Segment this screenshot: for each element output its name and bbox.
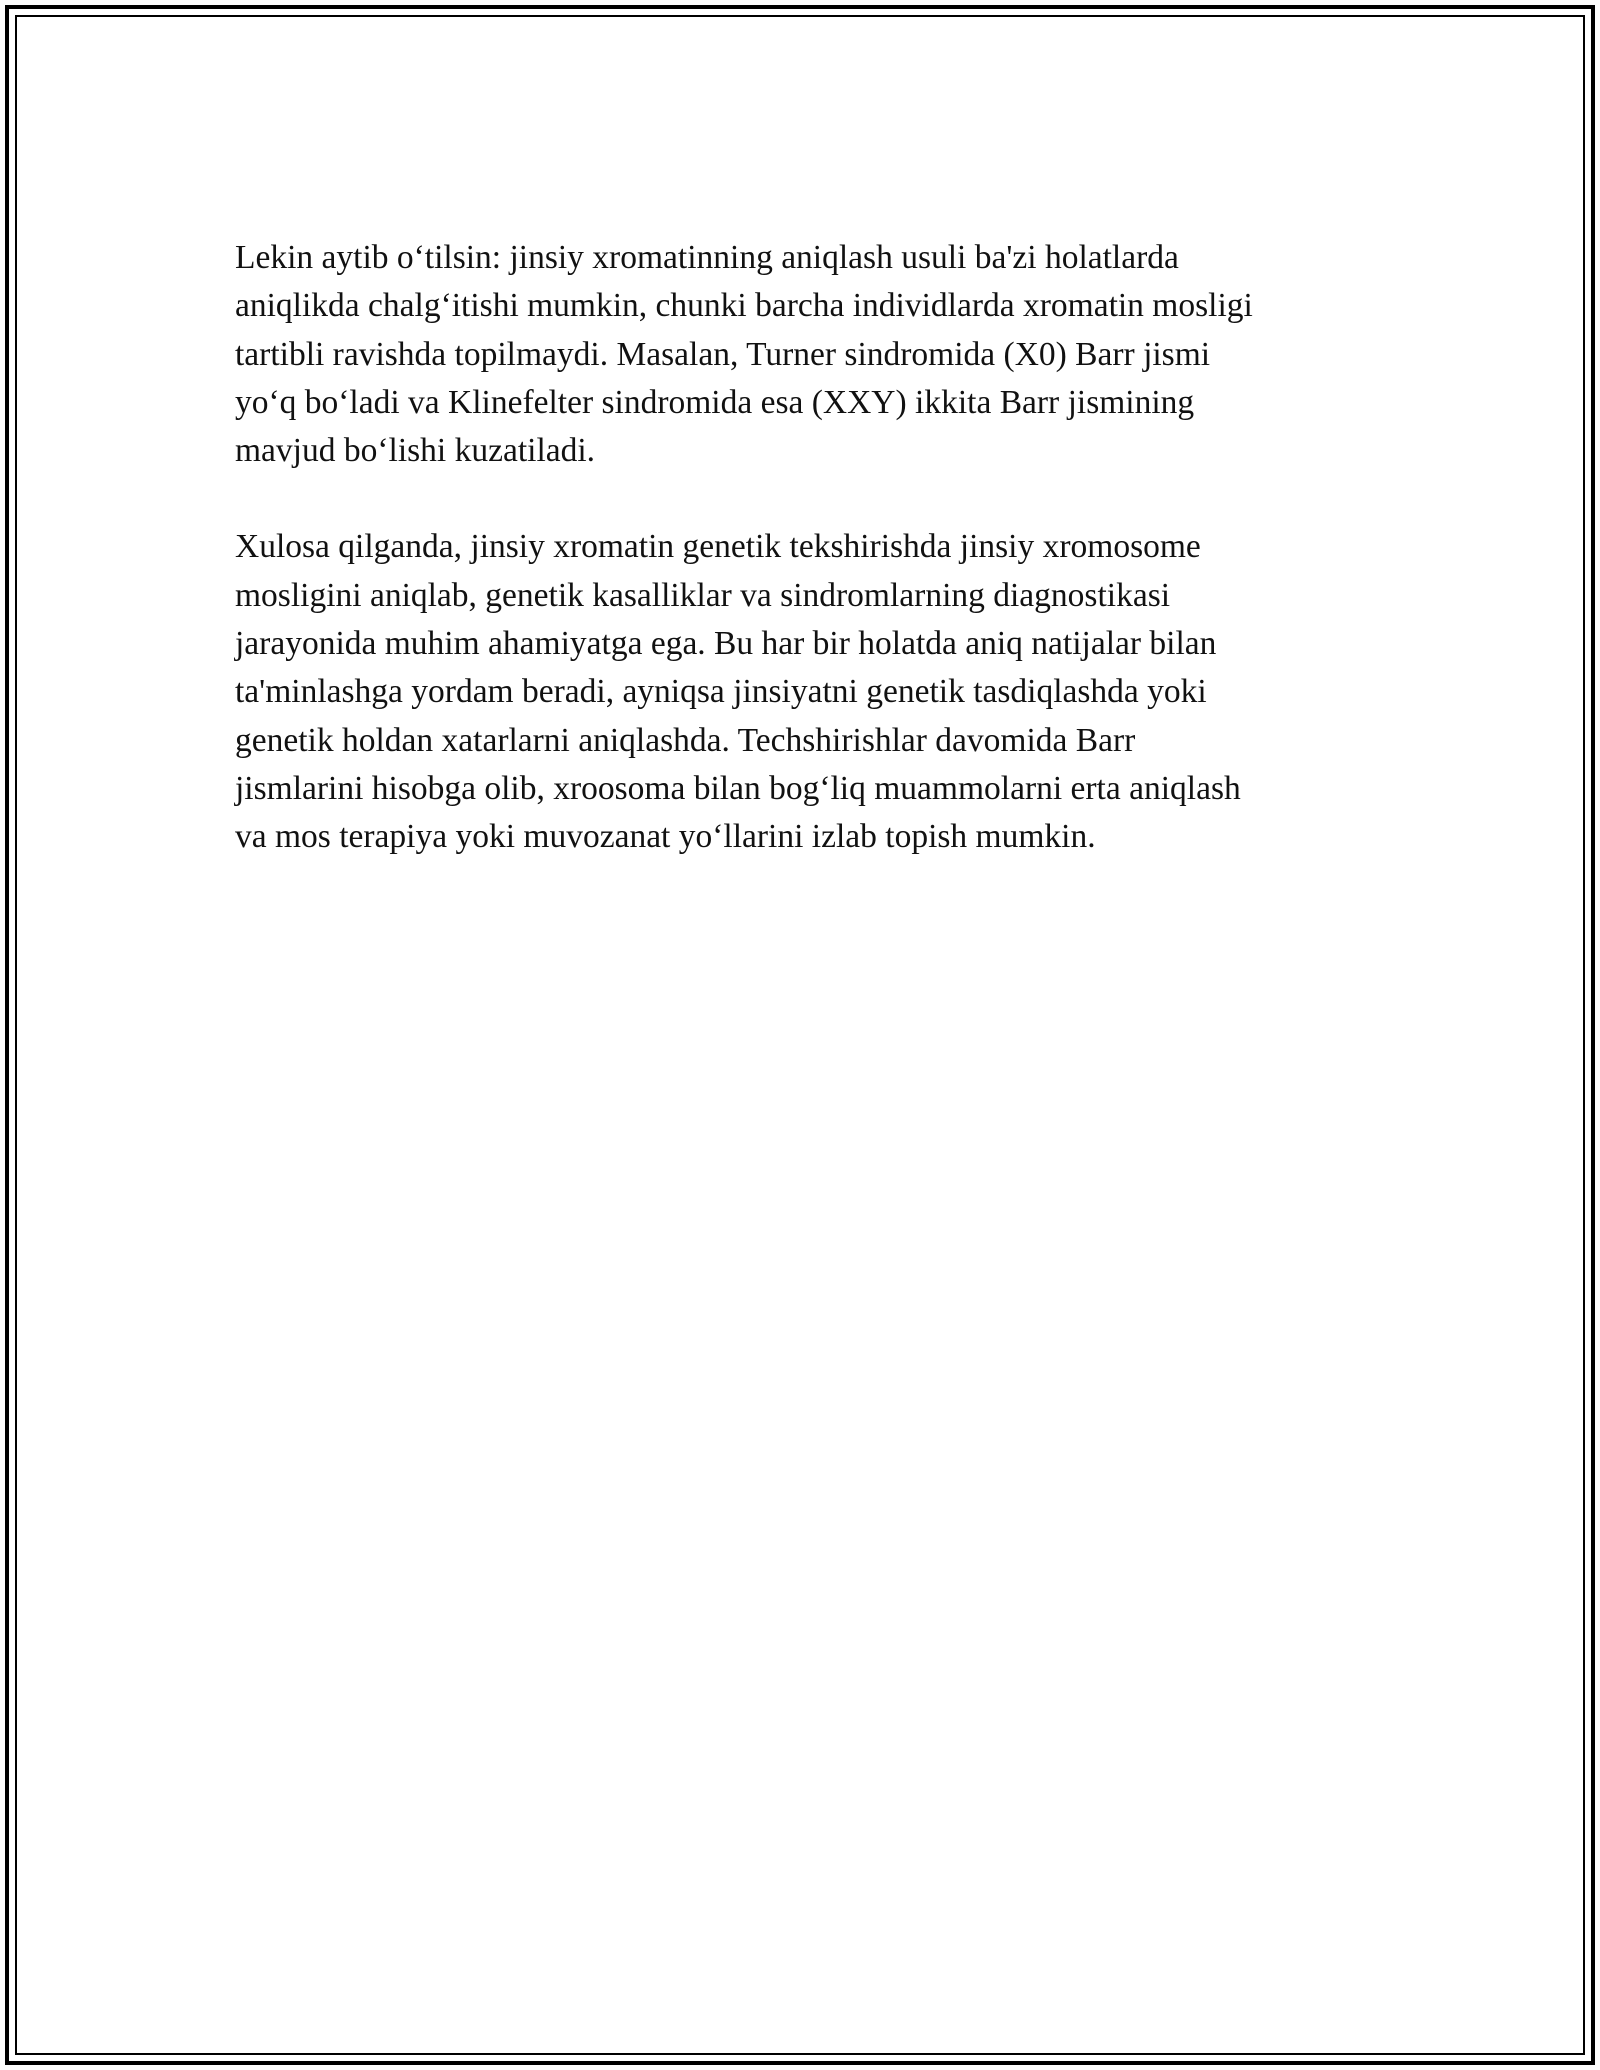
text-line: Xulosa qilganda, jinsiy xromatin genetik tekshirishda jinsiy xromosome (235, 528, 1201, 566)
document-body (235, 234, 1375, 862)
paragraph-1 (235, 234, 1375, 475)
text-line: yo‘q bo‘ladi va Klinefelter sindromida esa (XXY) ikkita Barr jismining (235, 383, 1195, 421)
text-line: va mos terapiya yoki muvozanat yo‘llarini izlab topish mumkin. (235, 818, 1096, 856)
text-line: mosligini aniqlab, genetik kasalliklar va sindromlarning diagnostikasi (235, 576, 1171, 614)
text-line: tartibli ravishda topilmaydi. Masalan, Turner sindromida (X0) Barr jismi (235, 335, 1211, 373)
text-line: Lekin aytib o‘tilsin: jinsiy xromatinning aniqlash usuli ba'zi holatlarda (235, 239, 1179, 276)
text-line: aniqlikda chalg‘itishi mumkin, chunki barcha individlarda xromatin mosligi (235, 287, 1253, 325)
text-line: genetik holdan xatarlarni aniqlashda. Techshirishlar davomida Barr (235, 721, 1136, 759)
text-line: mavjud bo‘lishi kuzatiladi. (235, 432, 596, 470)
text-line: jarayonida muhim ahamiyatga ega. Bu har bir holatda aniq natijalar bilan (235, 625, 1217, 663)
text-line: jismlarini hisobga olib, xroosoma bilan bog‘liq muammolarni erta aniqlash (235, 769, 1241, 807)
text-line: ta'minlashga yordam beradi, ayniqsa jinsiyatni genetik tasdiqlashda yoki (235, 673, 1207, 711)
paragraph-2 (235, 523, 1375, 861)
